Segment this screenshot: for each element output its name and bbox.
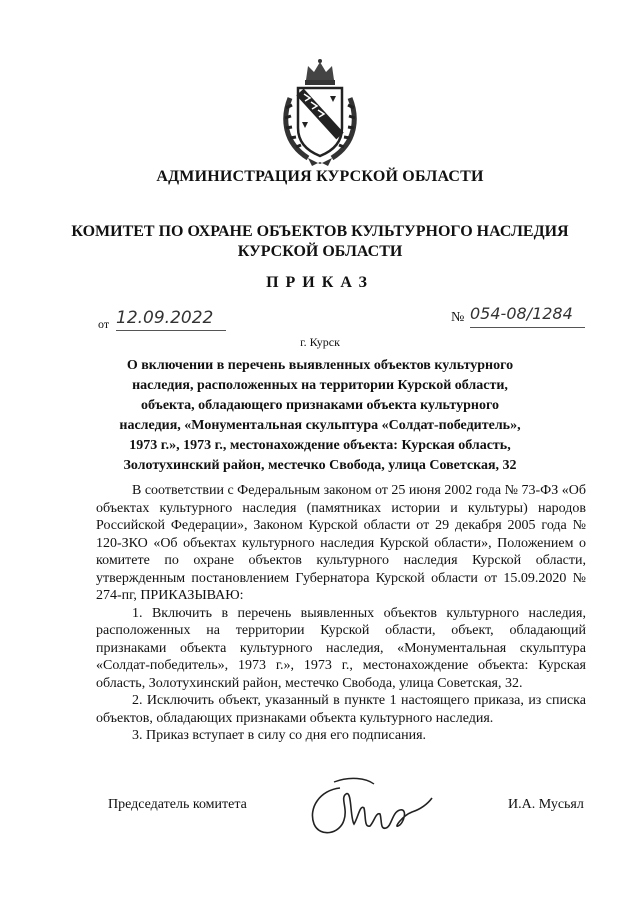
date-prefix: от <box>98 317 110 331</box>
signer-name: И.А. Мусьял <box>508 797 584 812</box>
kursk-coat-of-arms-icon <box>278 58 362 168</box>
item-3-paragraph: 3. Приказ вступает в силу со дня его подписания. <box>132 728 427 743</box>
order-subject: О включении в перечень выявленных объектов культурного наследия, расположенных на территории Курской области, объекта, обладающего признаками объекта культурного наследия, «Монументальная скульптура «Солдат-победитель», 1973 г.», 1973 г., местонахождение объекта: Курская область, Золотухинский район, местечко Свобода, улица Советская, 32 <box>119 358 521 473</box>
order-body <box>96 482 586 745</box>
order-number: 054-08/1284 <box>470 303 585 328</box>
handwritten-signature <box>300 768 440 848</box>
administration-title: АДМИНИСТРАЦИЯ КУРСКОЙ ОБЛАСТИ <box>156 168 484 185</box>
item-2-paragraph: 2. Исключить объект, указанный в пункте 1 настоящего приказа, из списка объектов, обладающих признаками объекта культурного наследия. <box>96 693 586 726</box>
city-label: г. Курск <box>300 335 340 349</box>
document-type-title: ПРИКАЗ <box>266 274 374 291</box>
order-date: 12.09.2022 <box>116 308 226 331</box>
item-1-paragraph: 1. Включить в перечень выявленных объектов культурного наследия, расположенных на территории Курской области, объект, обладающий признаками объекта культурного наследия, «Монументальная скульптура «Солдат-победитель», 1973 г.», 1973 г., местонахождение объекта: Курская область, Золотухинский район, местечко Свобода, улица Советская, 32. <box>96 605 586 691</box>
preamble-paragraph: В соответствии с Федеральным законом от 25 июня 2002 года № 73-ФЗ «Об объектах культурного наследия (памятниках истории и культуры) народов Российской Федерации», Законом Курской области от 29 декабря 2005 года № 120-ЗКО «Об объектах культурного наследия Курской области», Положением о комитете по охране объектов культурного наследия Курской области, утвержденным постановлением Губернатора Курской области от 15.09.2020 № 274-пг, ПРИКАЗЫВАЮ: <box>96 483 586 603</box>
number-prefix: № <box>451 310 465 325</box>
signer-position: Председатель комитета <box>108 797 247 812</box>
committee-title: КОМИТЕТ ПО ОХРАНЕ ОБЪЕКТОВ КУЛЬТУРНОГО НАСЛЕДИЯ КУРСКОЙ ОБЛАСТИ <box>71 223 569 260</box>
